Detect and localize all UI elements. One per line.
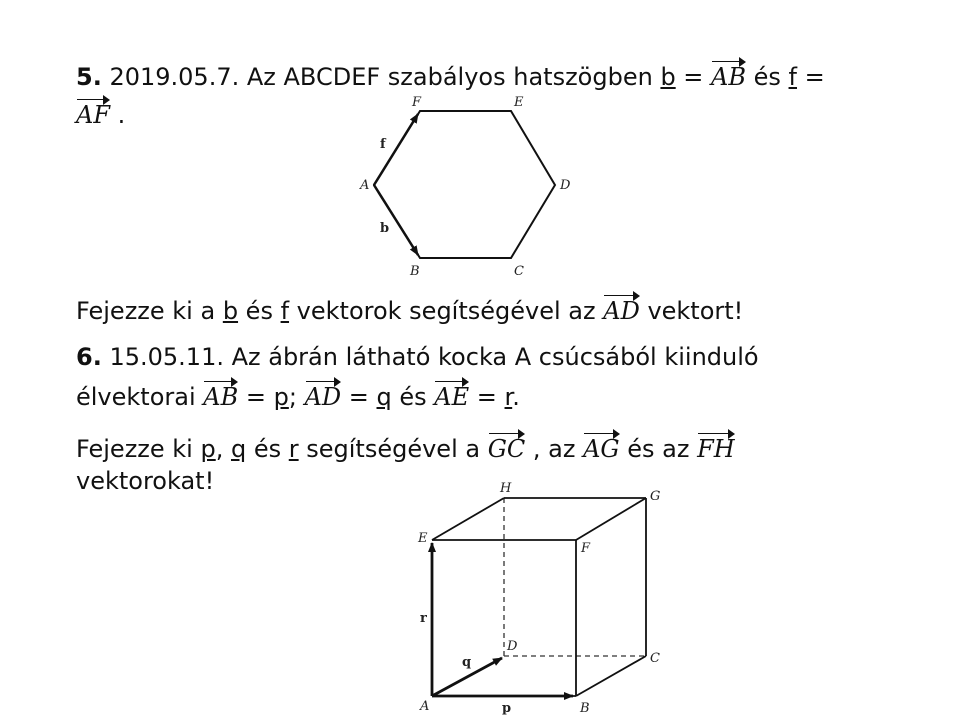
vertex-label-d: D bbox=[507, 639, 518, 654]
problem6-statement-line1 bbox=[76, 342, 759, 372]
vector-ab: AB bbox=[711, 58, 746, 92]
problem5-task bbox=[76, 292, 743, 326]
vector-r-symbol: r bbox=[288, 435, 299, 463]
vector-f-symbol: f bbox=[788, 63, 797, 91]
conjunction-es: és bbox=[246, 435, 289, 463]
task-text: vektorok segítségével az bbox=[289, 297, 604, 325]
problem6-text: 15.05.11. Az ábrán látható kocka A csúcsából kiinduló bbox=[101, 343, 759, 371]
vector-q-label: q bbox=[462, 655, 472, 670]
problem5-text: 2019.05.7. Az ABCDEF szabályos hatszögben bbox=[101, 63, 661, 91]
vector-gc: GC bbox=[488, 430, 526, 464]
hexagon-shape bbox=[374, 111, 555, 258]
vertex-label-e: E bbox=[418, 531, 428, 546]
task-text: Fejezze ki bbox=[76, 435, 201, 463]
vertex-label-c: C bbox=[514, 264, 524, 279]
vector-f-label: f bbox=[380, 137, 386, 152]
vertex-label-h: H bbox=[500, 481, 512, 496]
vector-r-symbol: r bbox=[504, 383, 513, 411]
problem6-text: élvektorai bbox=[76, 383, 204, 411]
problem6-number: 6. bbox=[76, 343, 102, 371]
vector-r-label: r bbox=[420, 611, 427, 626]
cube-figure bbox=[410, 478, 690, 718]
task-text: segítségével a bbox=[298, 435, 488, 463]
vector-ab: AB bbox=[203, 378, 238, 412]
vector-p-label: p bbox=[502, 701, 512, 716]
edge-fg bbox=[576, 498, 646, 540]
task-text: vektort! bbox=[639, 297, 744, 325]
vector-p-symbol: p bbox=[200, 435, 216, 463]
vertex-label-b: B bbox=[580, 701, 590, 716]
vector-ad: AD bbox=[305, 378, 342, 412]
problem6-statement-line2 bbox=[76, 378, 520, 412]
equals-sign: = bbox=[341, 383, 377, 411]
vertex-label-a: A bbox=[420, 699, 430, 714]
task-text: és az bbox=[619, 435, 698, 463]
equals-sign: = bbox=[238, 383, 274, 411]
period: . bbox=[109, 101, 126, 129]
vector-af: AF bbox=[76, 96, 110, 130]
vector-ae: AE bbox=[434, 378, 469, 412]
vector-f-symbol: f bbox=[280, 297, 290, 325]
problem5-number: 5. bbox=[76, 63, 102, 91]
vertex-label-g: G bbox=[650, 489, 661, 504]
vector-q-symbol: q bbox=[376, 383, 392, 411]
vector-b-symbol: b bbox=[222, 297, 239, 325]
hexagon-figure bbox=[350, 92, 590, 282]
vector-b-symbol: b bbox=[660, 63, 676, 91]
edge-bc bbox=[576, 656, 646, 696]
vertex-label-d: D bbox=[560, 178, 571, 193]
problem6-task-line2 bbox=[76, 466, 214, 496]
vertex-label-f: F bbox=[581, 541, 591, 556]
vector-p-symbol: p bbox=[273, 383, 289, 411]
conjunction-es: és bbox=[391, 383, 435, 411]
vector-q-symbol: q bbox=[230, 435, 247, 463]
vector-b-label: b bbox=[380, 221, 390, 236]
equals-sign: = bbox=[797, 63, 825, 91]
vertex-label-c: C bbox=[650, 651, 660, 666]
vertex-label-b: B bbox=[410, 264, 420, 279]
vector-ag: AG bbox=[583, 430, 620, 464]
task-text: és bbox=[238, 297, 281, 325]
vector-ad: AD bbox=[603, 292, 640, 326]
problem5-statement-line1 bbox=[76, 58, 825, 92]
equals-sign: = bbox=[469, 383, 505, 411]
conjunction-es: és bbox=[746, 63, 789, 91]
task-text: Fejezze ki a bbox=[76, 297, 223, 325]
task-text: vektorokat! bbox=[76, 467, 215, 495]
vertex-label-e: E bbox=[514, 95, 524, 110]
period: . bbox=[512, 383, 520, 411]
separator: , bbox=[215, 435, 231, 463]
equals-sign: = bbox=[675, 63, 712, 91]
problem5-statement-line2 bbox=[76, 96, 125, 130]
vertex-label-f: F bbox=[412, 95, 422, 110]
problem6-task-line1 bbox=[76, 430, 735, 464]
vertex-label-a: A bbox=[360, 178, 370, 193]
vector-fh: FH bbox=[697, 430, 735, 464]
edge-eh bbox=[432, 498, 504, 540]
task-text: , az bbox=[525, 435, 584, 463]
vector-b-arrow bbox=[374, 185, 418, 255]
separator: ; bbox=[288, 383, 305, 411]
